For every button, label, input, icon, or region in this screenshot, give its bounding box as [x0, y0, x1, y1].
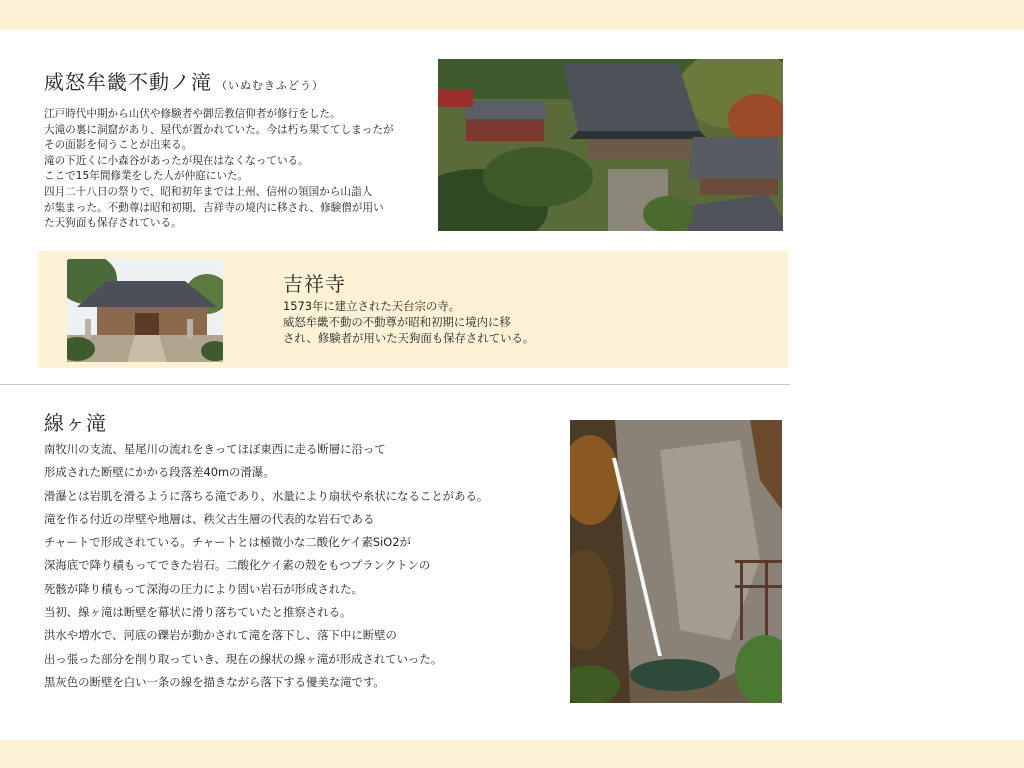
section3-line: 滝を作る付近の岸壁や地層は、秩父古生層の代表的な岩石である [44, 511, 375, 526]
section1-title [44, 66, 324, 95]
section3-line: 滑瀑とは岩肌を滑るように落ちる滝であり、水量により扇状や糸状になることがある。 [44, 488, 489, 503]
section2-title: 吉祥寺 [283, 272, 346, 296]
section1-line: 江戸時代中期から山伏や修験者や御岳教信仰者が修行をした。 [44, 108, 341, 120]
section1-line: ここで15年間修業をした人が仲庭にいた。 [44, 170, 249, 183]
section1-body [44, 107, 429, 232]
section-divider [0, 384, 790, 385]
section3-line: 黒灰色の断壁を白い一条の線を描きながら落下する優美な滝です。 [44, 674, 385, 689]
section3-body [44, 438, 544, 694]
section1-title-reading: （いぬむきふどう） [216, 79, 324, 92]
section1-line: 四月二十八日の祭りで、昭和初年までは上州、信州の領国から山詣人 [44, 185, 373, 198]
waterfall-photo [570, 420, 782, 703]
section2-line: 1573年に建立された天台宗の寺。 [283, 299, 461, 313]
section3-title: 線ヶ滝 [44, 411, 107, 435]
section1-line: その面影を伺うことが出来る。 [44, 139, 193, 152]
section1-title-text: 威怒牟畿不動ノ滝 [44, 70, 212, 94]
section3-line: 死骸が降り積もって深海の圧力により固い岩石が形成された。 [44, 581, 363, 596]
section3-line: チャートで形成されている。チャートとは極微小な二酸化ケイ素SiO2が [44, 535, 411, 550]
section3-line: 形成された断壁にかかる段落差40mの滑瀑。 [44, 465, 275, 480]
section1-line: 滝の下近くに小森谷があったが現在はなくなっている。 [44, 154, 309, 167]
top-band [0, 0, 1024, 30]
section2-line: され、修験者が用いた天狗面も保存されている。 [283, 331, 535, 345]
section1-line: が集まった。不動尊は昭和初期、吉祥寺の境内に移され、修験僧が用い [44, 201, 384, 214]
bottom-band [0, 740, 1024, 768]
section2-line: 威怒牟畿不動の不動尊が昭和初期に境内に移 [283, 315, 511, 329]
section1-line: 大滝の裏に洞窟があり、屋代が置かれていた。今は朽ち果ててしまったが [44, 123, 394, 136]
section3-line: 出っ張った部分を削り取っていき、現在の線状の線ヶ滝が形成されていった。 [44, 651, 443, 666]
section3-line: 深海底で降り積もってできた岩石。二酸化ケイ素の殻をもつプランクトンの [44, 558, 431, 573]
section3-line: 南牧川の支流、星尾川の流れをきってほぼ東西に走る断層に沿って [44, 442, 386, 456]
section2-body [283, 298, 583, 346]
section1-line: た天狗面も保存されている。 [44, 217, 182, 230]
section3-line: 洪水や増水で、河底の礫岩が動かされて滝を落下し、落下中に断壁の [44, 628, 397, 643]
section3-line: 当初、線ヶ滝は断壁を幕状に滑り落ちていたと推察される。 [44, 605, 352, 620]
temple-aerial-photo [438, 59, 783, 231]
kisshoji-photo [67, 259, 223, 362]
